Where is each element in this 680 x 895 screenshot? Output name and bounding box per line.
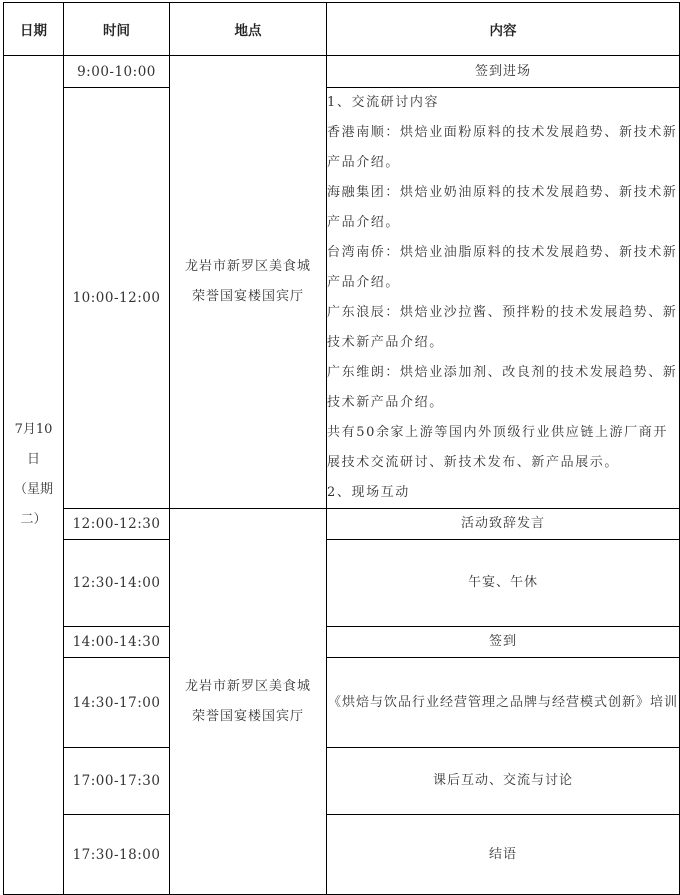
time-cell: 12:30-14:00	[64, 540, 170, 627]
date-line: 7月10	[14, 422, 53, 437]
date-line: 二）	[20, 512, 47, 527]
time-cell: 10:00-12:00	[64, 88, 170, 509]
table-row	[4, 627, 680, 658]
time-cell: 17:00-17:30	[64, 748, 170, 815]
content-cell: 签到	[327, 627, 680, 658]
seminar-line: 广东浪辰：烘焙业沙拉酱、预拌粉的技术发展趋势、新技术新产品介绍。	[327, 305, 678, 350]
date-line: （星期	[13, 482, 53, 497]
time-cell: 14:00-14:30	[64, 627, 170, 658]
header-row	[4, 3, 680, 56]
seminar-line: 海融集团：烘焙业奶油原料的技术发展趋势、新技术新产品介绍。	[327, 185, 678, 230]
time-cell: 14:30-17:00	[64, 658, 170, 748]
location-line: 荣誉国宴楼国宾厅	[191, 708, 304, 724]
table-row	[4, 815, 680, 895]
table-row	[4, 88, 680, 509]
header-location: 地点	[170, 3, 327, 56]
seminar-line: 2、现场互动	[327, 485, 410, 500]
time-cell: 12:00-12:30	[64, 509, 170, 540]
table-row	[4, 509, 680, 540]
table-row	[4, 540, 680, 627]
seminar-line: 香港南顺：烘焙业面粉原料的技术发展趋势、新技术新产品介绍。	[327, 125, 678, 170]
date-cell	[4, 56, 64, 895]
schedule-table	[3, 2, 680, 895]
table-row	[4, 658, 680, 748]
content-cell: 结语	[327, 815, 680, 895]
time-cell: 9:00-10:00	[64, 56, 170, 88]
location-line: 龙岩市新罗区美食城	[184, 259, 311, 274]
table-row	[4, 748, 680, 815]
seminar-line: 1、交流研讨内容	[327, 95, 440, 110]
header-content: 内容	[327, 3, 680, 56]
seminar-line: 台湾南侨：烘焙业油脂原料的技术发展趋势、新技术新产品介绍。	[327, 245, 678, 290]
location-cell-morning	[170, 56, 327, 509]
location-line: 龙岩市新罗区美食城	[184, 678, 311, 694]
time-cell: 17:30-18:00	[64, 815, 170, 895]
content-cell: 活动致辞发言	[327, 509, 680, 540]
content-cell: 午宴、午休	[327, 540, 680, 627]
content-cell: 签到进场	[327, 56, 680, 88]
seminar-line: 共有50余家上游等国内外顶级行业供应链上游厂商开展技术交流研讨、新技术发布、新产品展示。	[327, 425, 668, 470]
location-cell-afternoon	[170, 509, 327, 895]
seminar-line: 广东维朗：烘焙业添加剂、改良剂的技术发展趋势、新技术新产品介绍。	[327, 365, 678, 410]
content-cell: 课后互动、交流与讨论	[327, 748, 680, 815]
header-time: 时间	[64, 3, 170, 56]
seminar-content-cell	[327, 88, 680, 509]
date-line: 日	[26, 452, 40, 467]
header-date: 日期	[4, 3, 64, 56]
content-cell: 《烘焙与饮品行业经营管理之品牌与经营模式创新》培训	[327, 658, 680, 748]
table-row	[4, 56, 680, 88]
location-line: 荣誉国宴楼国宾厅	[191, 289, 304, 304]
